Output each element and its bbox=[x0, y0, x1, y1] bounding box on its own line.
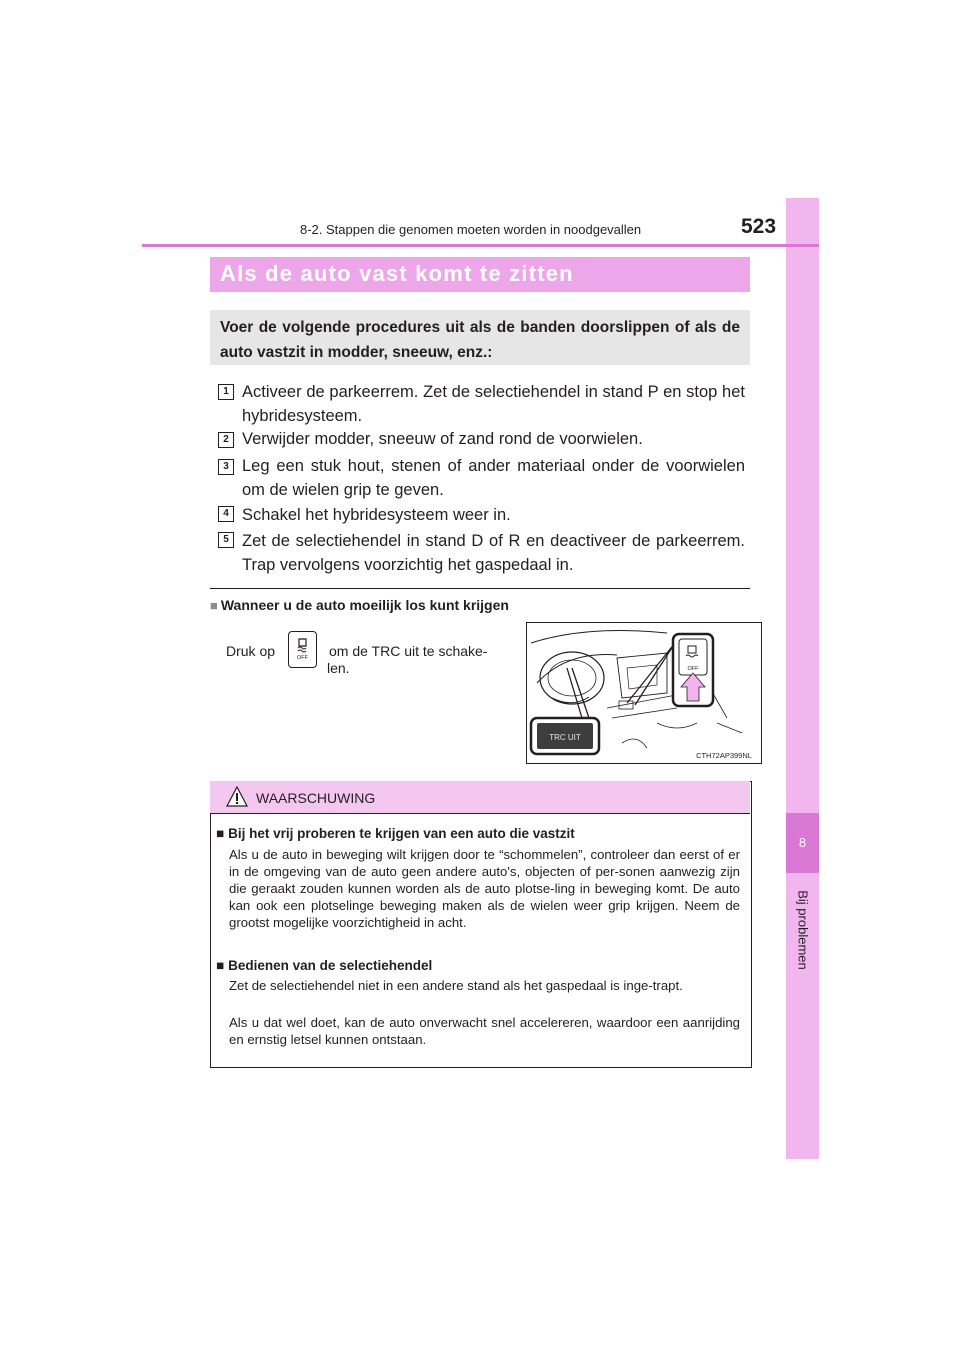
subsection-heading bbox=[210, 597, 509, 613]
warning-subheading-2-text: Bedienen van de selectiehendel bbox=[228, 958, 433, 973]
section-divider bbox=[210, 588, 750, 589]
warning-paragraph-2: Zet de selectiehendel niet in een andere stand als het gaspedaal is inge-trapt. bbox=[229, 978, 683, 993]
side-tab-strip bbox=[786, 198, 819, 1159]
chapter-number-tab[interactable]: 8 bbox=[786, 813, 819, 873]
instruction-text-end bbox=[327, 643, 507, 677]
square-bullet-icon: ■ bbox=[216, 958, 225, 973]
step-number-5: 5 bbox=[218, 532, 234, 548]
trc-off-button-icon bbox=[288, 631, 317, 668]
svg-text:TRC UIT: TRC UIT bbox=[549, 733, 581, 742]
square-bullet-icon: ■ bbox=[216, 826, 225, 841]
warning-triangle-icon bbox=[226, 786, 248, 807]
warning-paragraph-1: Als u de auto in beweging wilt krijgen door te “schommelen”, controleer dan eerst of er in de omgeving van de auto geen andere auto's, objecten of per-sonen aanwezig zijn die geraakt zouden kunnen worden als de auto plotse-ling in beweging komt. De auto kan ook een plotselinge beweging maken als de wielen weer grip krijgen. Neem de grootst mogelijke voorzichtigheid in acht. bbox=[229, 847, 740, 930]
warning-paragraph-3: Als u dat wel doet, kan de auto onverwacht snel accelereren, waardoor een aanrijding en ernstig letsel kunnen ontstaan. bbox=[229, 1015, 740, 1047]
svg-text:OFF: OFF bbox=[687, 666, 699, 672]
svg-text:OFF: OFF bbox=[297, 655, 308, 661]
square-bullet-icon: ■ bbox=[210, 598, 218, 613]
warning-title: WAARSCHUWING bbox=[256, 790, 376, 806]
intro-text: Voer de volgende procedures uit als de banden doorslippen of als de auto vastzit in modder, sneeuw, enz.: bbox=[220, 319, 740, 361]
instruction-text-start: Druk op bbox=[226, 643, 276, 659]
step-text-4: Schakel het hybridesysteem weer in. bbox=[242, 506, 511, 524]
instruction-text-end-span: om de TRC uit te schake-len. bbox=[327, 643, 488, 676]
chapter-label-tab[interactable] bbox=[786, 880, 819, 980]
step-number-4: 4 bbox=[218, 506, 234, 522]
step-text-2: Verwijder modder, sneeuw of zand rond de voorwielen. bbox=[242, 430, 643, 448]
warning-subheading-1 bbox=[216, 826, 575, 841]
page-number: 523 bbox=[741, 215, 777, 238]
step-text-3: Leg een stuk hout, stenen of ander materiaal onder de voorwielen om de wielen grip te geven. bbox=[242, 457, 745, 499]
warning-subheading-1-text: Bij het vrij proberen te krijgen van een auto die vastzit bbox=[228, 826, 575, 841]
step-number-1: 1 bbox=[218, 384, 234, 400]
page-title: Als de auto vast komt te zitten bbox=[220, 261, 574, 286]
subsection-heading-text: Wanneer u de auto moeilijk los kunt krijgen bbox=[220, 597, 509, 613]
svg-text:CTH72AP399NL: CTH72AP399NL bbox=[696, 751, 752, 760]
chapter-label: Bij problemen bbox=[795, 890, 810, 970]
step-number-2: 2 bbox=[218, 432, 234, 448]
intro-box bbox=[210, 310, 750, 365]
dashboard-illustration bbox=[526, 622, 762, 764]
header-rule bbox=[142, 244, 819, 247]
step-text-5: Zet de selectiehendel in stand D of R en deactiveer de parkeerrem. Trap vervolgens voorzichtig het gaspedaal in. bbox=[242, 532, 745, 574]
section-heading: 8-2. Stappen die genomen moeten worden in noodgevallen bbox=[300, 222, 642, 237]
warning-subheading-2 bbox=[216, 958, 432, 973]
title-band bbox=[210, 257, 750, 292]
step-number-3: 3 bbox=[218, 459, 234, 475]
step-text-1: Activeer de parkeerrem. Zet de selectiehendel in stand P en stop het hybridesysteem. bbox=[242, 383, 745, 425]
